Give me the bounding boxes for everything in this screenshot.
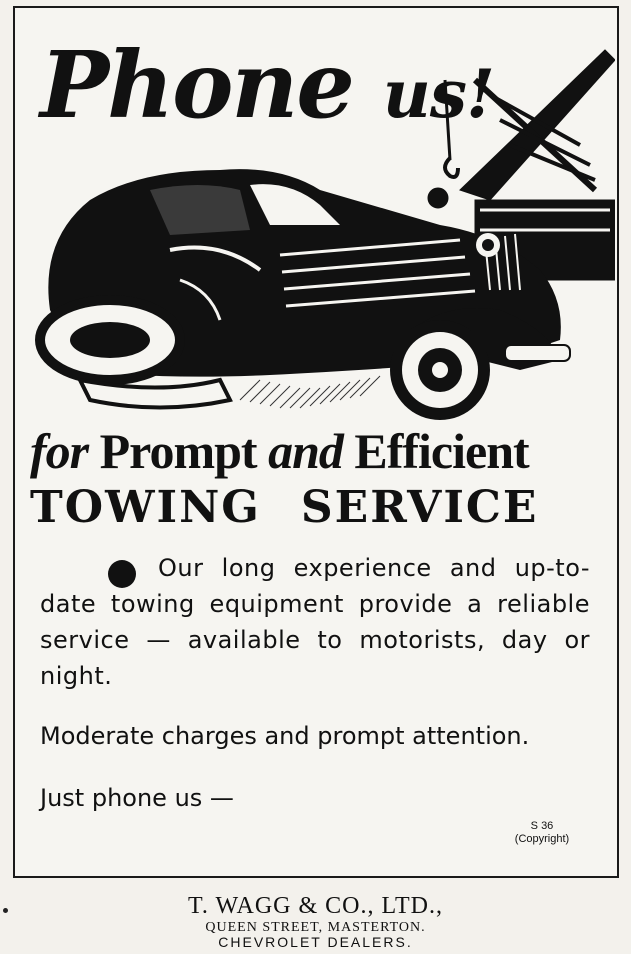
ad-code: [492, 820, 592, 846]
footer: [0, 892, 631, 950]
tagline: [30, 418, 615, 484]
tagline-for: for: [30, 423, 89, 479]
service-service: SERVICE: [300, 482, 539, 533]
tagline-prompt: Prompt: [99, 423, 257, 479]
tagline-efficient: Efficient: [354, 423, 529, 479]
company-name: T. WAGG & CO., LTD.,: [188, 893, 443, 919]
front-wheel: [390, 320, 490, 420]
tagline-and: and: [268, 423, 343, 479]
service-heading: [30, 478, 615, 538]
headline-us: us!: [382, 55, 495, 133]
service-towing: TOWING: [30, 482, 261, 533]
headline-phone: Phone: [40, 31, 353, 139]
headline: [40, 30, 510, 140]
moderate-charges-text: Moderate charges and prompt attention.: [40, 722, 530, 750]
company-address: QUEEN STREET, MASTERTON.: [205, 920, 426, 935]
body-paragraph: Our long experience and up-to-date towing equipment provide a reliable service — available to motorists, day or night.: [40, 554, 590, 690]
just-phone-text: Just phone us —: [40, 784, 234, 812]
ad-code-number: S 36: [530, 820, 554, 832]
copyright-label: (Copyright): [514, 833, 570, 845]
dealer-line: CHEVROLET DEALERS.: [218, 934, 413, 950]
